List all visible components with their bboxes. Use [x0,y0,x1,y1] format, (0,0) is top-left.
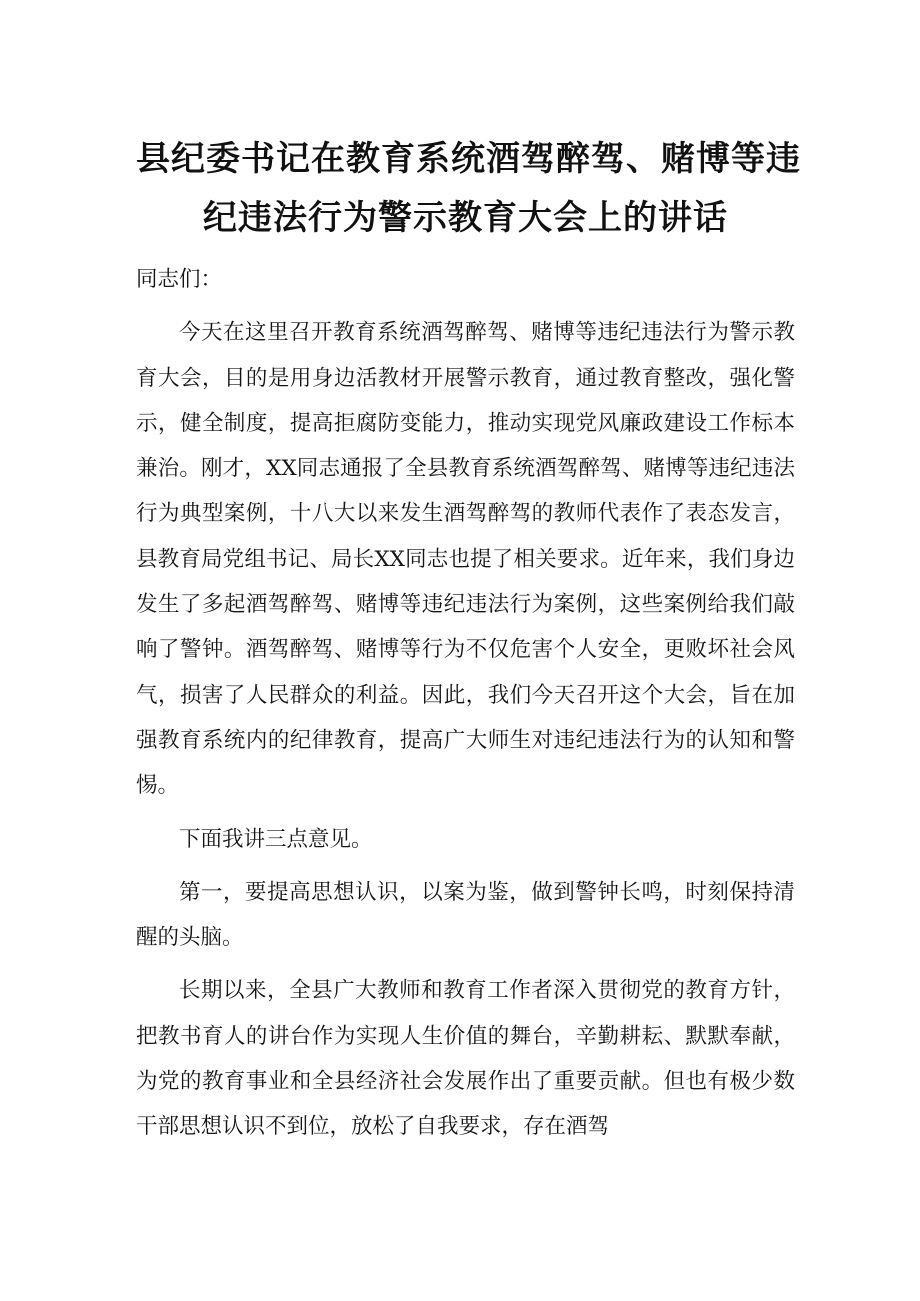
paragraph-background: 长期以来，全县广大教师和教育工作者深入贯彻党的教育方针，把教书育人的讲台作为实现人生价值的舞台，辛勤耕耘、默默奉献，为党的教育事业和全县经济社会发展作出了重要贡献。但也有极少数干部思想认识不到位，放松了自我要求，存在酒驾 [136,978,795,1140]
title-line-1: 县纪委书记在教育系统酒驾醉驾、赌博等违 [136,139,801,179]
title-line-2: 纪违法行为警示教育大会上的讲话 [203,198,728,238]
paragraph-intro: 今天在这里召开教育系统酒驾醉驾、赌博等违纪违法行为警示教育大会，目的是用身边活教材开展警示教育，通过教育整改，强化警示，健全制度，提高拒腐防变能力，推动实现党风廉政建设工作标本兼治。刚才，XX同志通报了全县教育系统酒驾醉驾、赌博等违纪违法行为典型案例，十八大以来发生酒驾醉驾的教师代表作了表态发言，县教育局党组书记、局长XX同志也提了相关要求。近年来，我们身边发生了多起酒驾醉驾、赌博等违纪违法行为案例，这些案例给我们敲响了警钟。酒驾醉驾、赌博等行为不仅危害个人安全，更败坏社会风气，损害了人民群众的利益。因此，我们今天召开这个大会，旨在加强教育系统内的纪律教育，提高广大师生对违纪违法行为的认知和警惕。 [136,320,795,799]
paragraph-point-one: 第一，要提高思想认识，以案为鉴，做到警钟长鸣，时刻保持清醒的头脑。 [136,879,795,951]
document-body [136,257,795,1150]
document-title [136,131,801,246]
paragraph-outline: 下面我讲三点意见。 [179,826,373,852]
salutation: 同志们： [136,267,223,292]
